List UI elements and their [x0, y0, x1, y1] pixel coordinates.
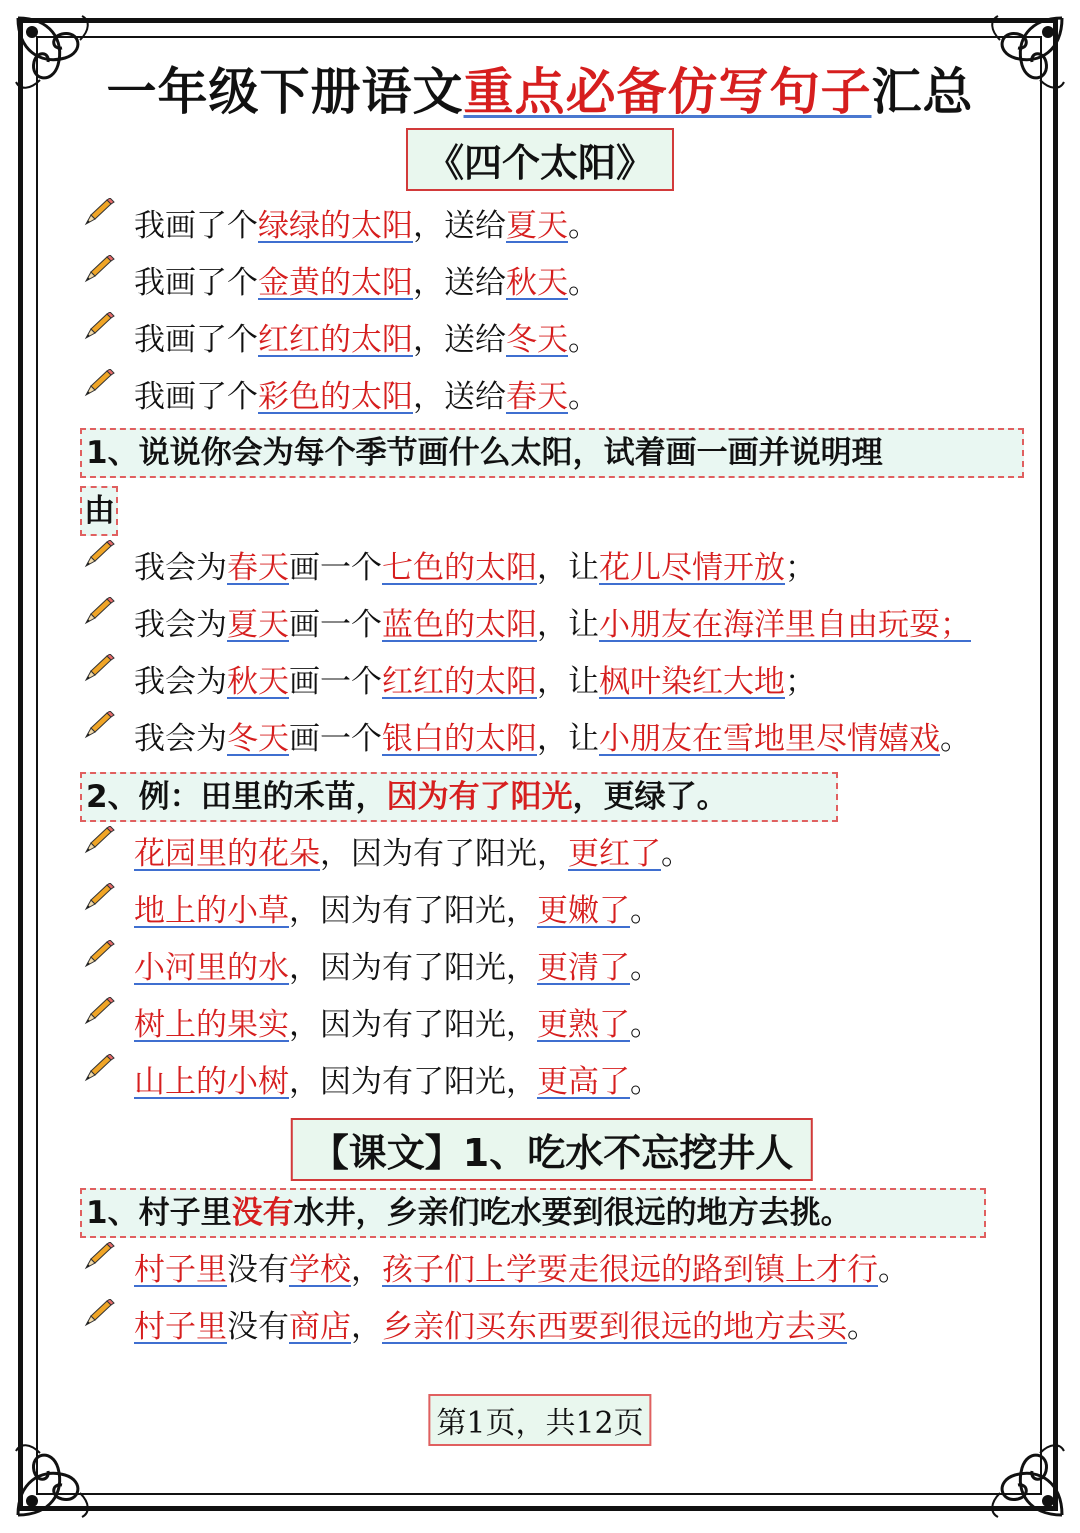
task-prompt-2: 2、例：田里的禾苗，因为有了阳光，更绿了。 [80, 772, 838, 822]
list-item: 我画了个红红的太阳，送给冬天。 [82, 320, 599, 360]
pencil-icon [82, 540, 116, 570]
list-item: 我会为春天画一个七色的太阳，让花儿尽情开放； [82, 548, 816, 588]
task-prompt-1-continued: 由 [80, 486, 118, 536]
list-item: 地上的小草，因为有了阳光，更嫩了。 [82, 891, 661, 931]
list-item: 我画了个绿绿的太阳，送给夏天。 [82, 206, 599, 246]
page-number: 第1页，共12页 [428, 1394, 651, 1446]
list-item: 山上的小树，因为有了阳光，更高了。 [82, 1062, 661, 1102]
pencil-icon [82, 883, 116, 913]
list-item: 我画了个彩色的太阳，送给春天。 [82, 377, 599, 417]
list-item: 我画了个金黄的太阳，送给秋天。 [82, 263, 599, 303]
pencil-icon [82, 711, 116, 741]
page-title: 一年级下册语文重点必备仿写句子汇总 [106, 63, 974, 121]
list-item: 村子里没有学校，孩子们上学要走很远的路到镇上才行。 [82, 1250, 909, 1290]
list-item: 树上的果实，因为有了阳光，更熟了。 [82, 1005, 661, 1045]
pencil-icon [82, 198, 116, 228]
pencil-icon [82, 369, 116, 399]
pencil-icon [82, 255, 116, 285]
list-item: 我会为夏天画一个蓝色的太阳，让小朋友在海洋里自由玩耍； [82, 605, 971, 645]
pencil-icon [82, 1054, 116, 1084]
pencil-icon [82, 1242, 116, 1272]
list-item: 我会为冬天画一个银白的太阳，让小朋友在雪地里尽情嬉戏。 [82, 719, 971, 759]
pencil-icon [82, 312, 116, 342]
pencil-icon [82, 826, 116, 856]
pencil-icon [82, 940, 116, 970]
task-prompt-1: 1、说说你会为每个季节画什么太阳，试着画一画并说明理 [80, 428, 1024, 478]
list-item: 村子里没有商店，乡亲们买东西要到很远的地方去买。 [82, 1307, 878, 1347]
list-item: 小河里的水，因为有了阳光，更清了。 [82, 948, 661, 988]
task-prompt-3: 1、村子里没有水井，乡亲们吃水要到很远的地方去挑。 [80, 1188, 986, 1238]
lesson-heading-well-digger: 【课文】1、吃水不忘挖井人 [291, 1118, 813, 1181]
pencil-icon [82, 654, 116, 684]
pencil-icon [82, 1299, 116, 1329]
lesson-heading-four-suns: 《四个太阳》 [406, 128, 674, 191]
list-item: 我会为秋天画一个红红的太阳，让枫叶染红大地； [82, 662, 816, 702]
corner-ornament-icon [980, 1433, 1070, 1523]
corner-ornament-icon [10, 1433, 100, 1523]
pencil-icon [82, 997, 116, 1027]
list-item: 花园里的花朵，因为有了阳光，更红了。 [82, 834, 692, 874]
pencil-icon [82, 597, 116, 627]
